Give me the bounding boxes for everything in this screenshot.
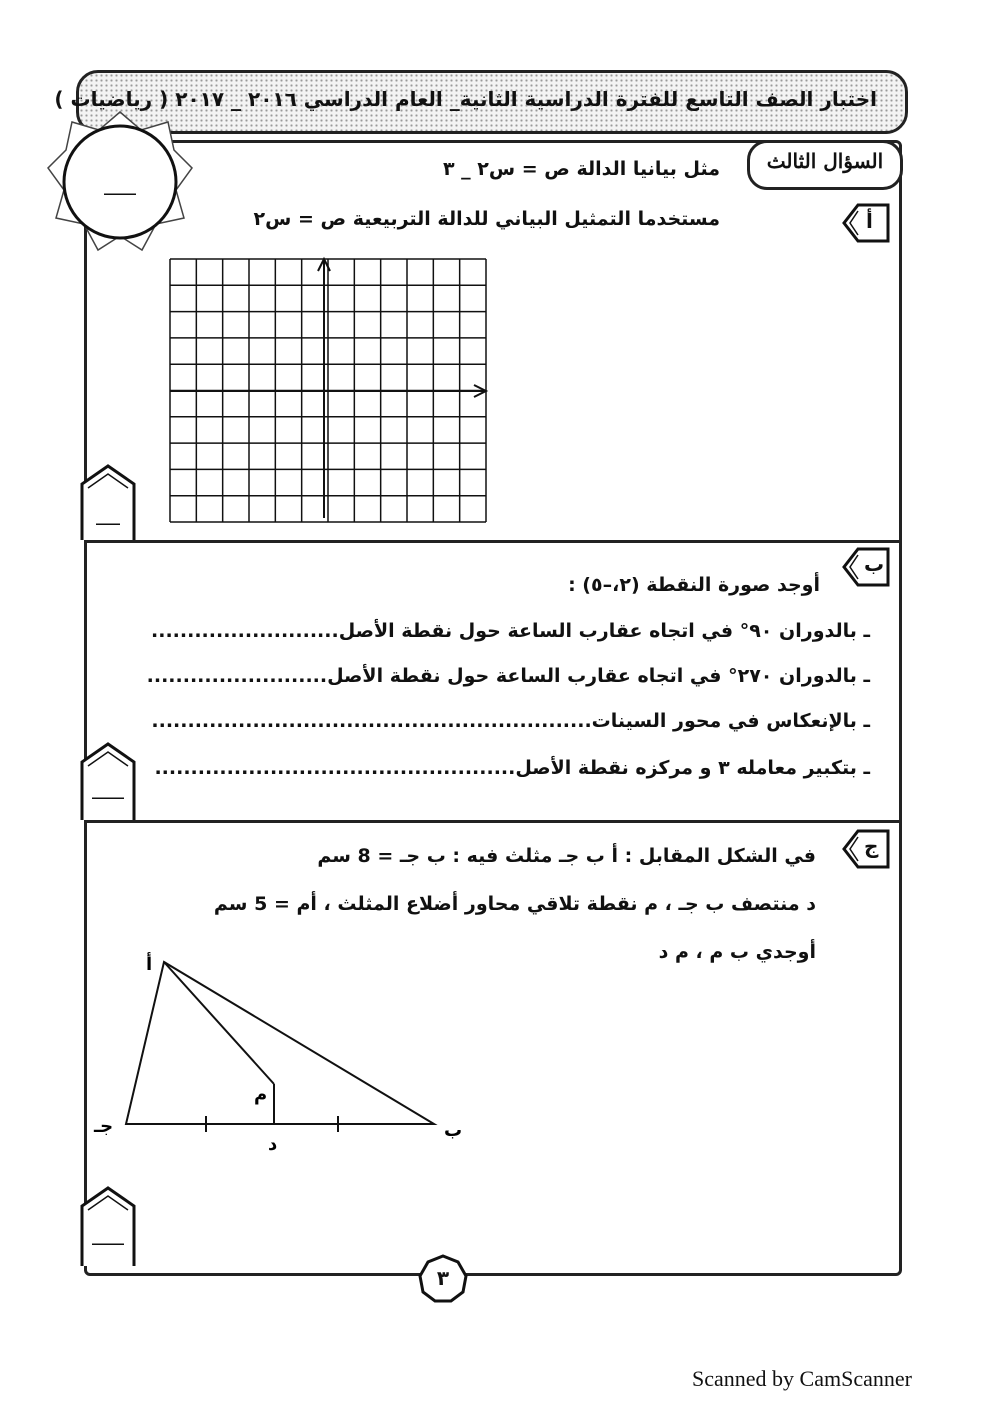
question-label: السؤال الثالث (766, 149, 884, 173)
part-b-score-blank[interactable]: ____ (92, 780, 124, 799)
part-b-item-2: ـ بالدوران ٢٧٠° في اتجاه عقارب الساعة حول نقطة الأصل......................... (146, 665, 870, 687)
part-a-score-blank[interactable]: ___ (96, 506, 120, 525)
vertex-label-a: أ (146, 954, 153, 975)
part-b-item-4: ـ بتكبير معامله ٣ و مركزه نقطة الأصل.................................................. (154, 757, 870, 779)
question-label-box (747, 140, 903, 190)
part-c-line3: أوجدي ب م ، م د (658, 941, 816, 963)
score-total-blank[interactable]: ____ (104, 176, 136, 195)
segment-am (164, 962, 274, 1084)
part-a-score-box-icon (78, 462, 138, 542)
vertex-label-c: جـ (94, 1116, 114, 1137)
part-a-tag: أ (866, 209, 873, 233)
point-label-m: م (254, 1084, 268, 1105)
part-b-intro: أوجد صورة النقطة (٢،–٥) : (568, 574, 820, 596)
page-number: ٣ (436, 1266, 450, 1290)
scanner-watermark: Scanned by CamScanner (692, 1366, 912, 1391)
part-b-item-3: ـ بالإنعكاس في محور السينات............................................................. (151, 710, 870, 732)
part-b-tag: ب (864, 552, 885, 576)
part-b-item-1: ـ بالدوران ٩٠° في اتجاه عقارب الساعة حول نقطة الأصل.......................... (151, 620, 870, 642)
part-c-line2: د منتصف ب جـ ، م نقطة تلاقي محاور أضلاع المثلث ، أم = 5 سم (213, 893, 816, 915)
part-c-score-blank[interactable]: ____ (92, 1226, 124, 1245)
graph-grid[interactable] (168, 255, 492, 525)
exam-title: اختبار الصف التاسع للفترة الدراسية الثانية_ العام الدراسي ٢٠١٦ _ ٢٠١٧ ( رياضيات ) (54, 87, 877, 111)
exam-header-bar (54, 70, 908, 134)
triangle-abc (126, 962, 434, 1124)
part-c-line1: في الشكل المقابل : أ ب جـ مثلث فيه : ب جـ = 8 سم (317, 845, 816, 867)
section-divider-a-b (84, 540, 899, 543)
part-a-line2: مستخدما التمثيل البياني للدالة التربيعية ص = س٢ (253, 208, 720, 230)
vertex-label-b: ب (444, 1120, 463, 1141)
triangle-figure (90, 940, 480, 1160)
section-divider-b-c (84, 820, 899, 823)
part-c-tag: ج (864, 834, 879, 858)
vertex-label-d: د (268, 1134, 278, 1155)
part-a-line1: مثل بيانيا الدالة ص = س٢ _ ٣ (442, 158, 720, 180)
